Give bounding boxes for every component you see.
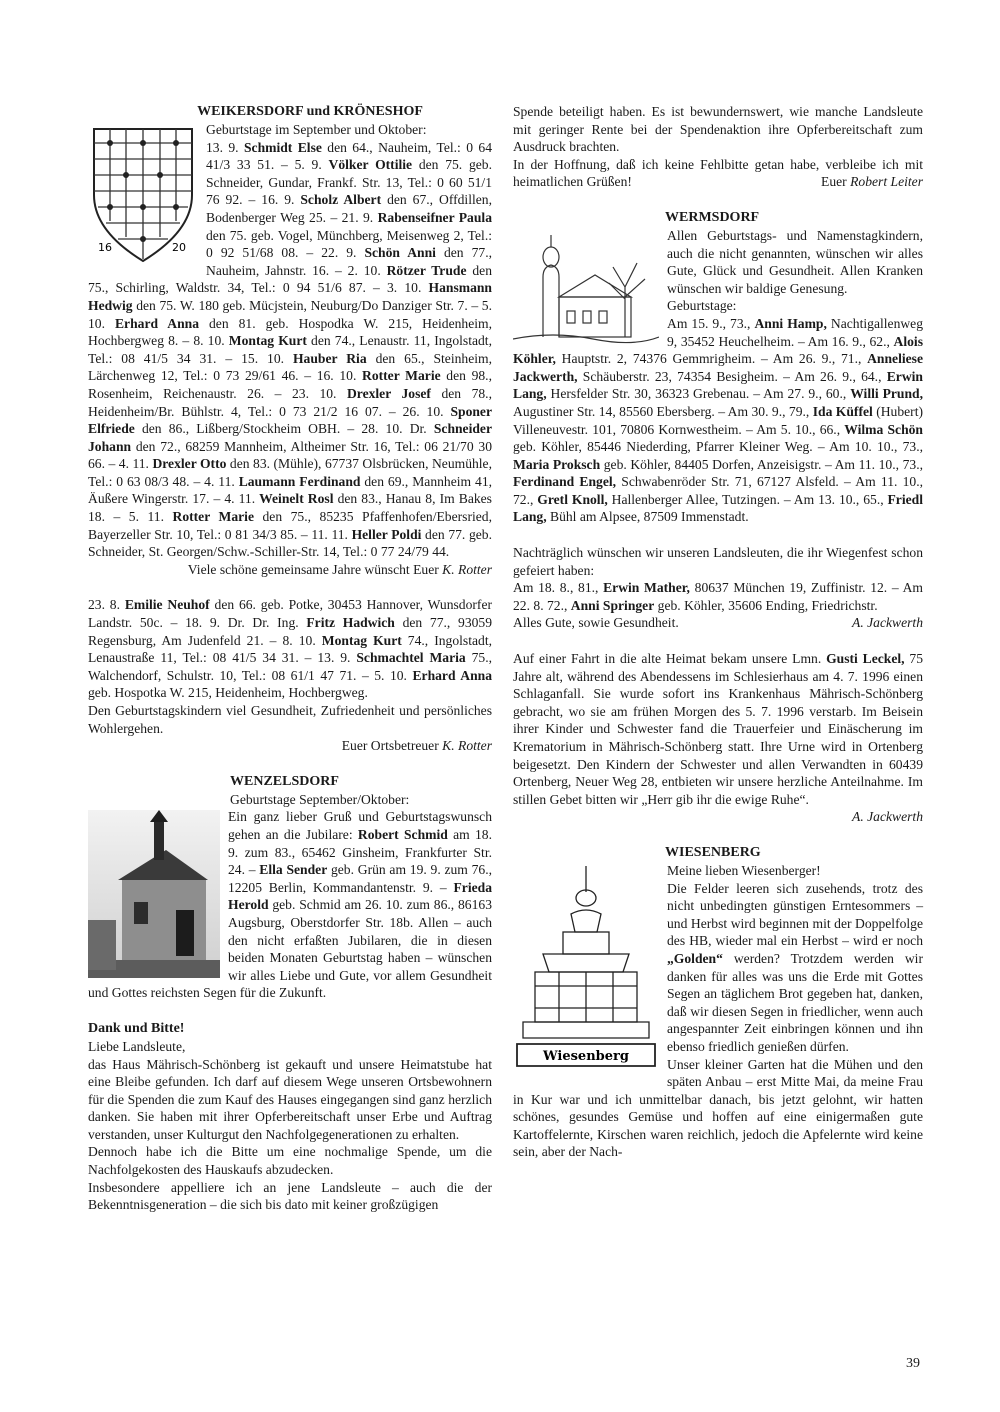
weikersdorf-closing-name: K. Rotter xyxy=(442,561,492,577)
section-wenzelsdorf-body xyxy=(88,808,492,1002)
section-wiesenberg xyxy=(513,844,923,1161)
wenzelsdorf-intro: Geburtstage September/Oktober: xyxy=(230,791,410,807)
section-weikersdorf xyxy=(88,103,492,578)
wenzelsdorf-title: WENZELSDORF xyxy=(230,773,339,789)
dank-paragraph-4: In der Hoffnung, daß ich keine Fehlbitte getan habe, verbleibe ich mit heimatlichen Grüßen! Euer Robert Leiter xyxy=(513,156,923,190)
weikersdorf2-wish: Den Geburtstagskindern viel Gesundheit, Zufriedenheit und persönliches Wohlergehen. xyxy=(88,703,492,736)
nachtraeglich-intro: Nachträglich wünschen wir unseren Landsleuten, die ihr Wiegenfest schon gefeiert haben: xyxy=(513,545,923,578)
wermsdorf-birthdays: Am 15. 9., 73., Anni Hamp, Nachtigallenweg 9, 35452 Heuchelheim. – Am 16. 9., 62., Alois Köhler, Hauptstr. 2, 74376 Gemmrigheim. – Am 26. 9., 71., Anneliese Jackwerth, Schäuberstr. 23, 74354 Besigheim. – Am 26. 9., 64., Erwin Lang, Hersfelder Str. 30, 36323 Grebenau. – Am 27. 9., 60., Willi Prund, Augustiner Str. 14, 85560 Ebersberg. – Am 30. 9., 79., Ida Küffel (Hubert) Villeneuvestr. 101, 70806 Kornwestheim. – Am 5. 10., 66., Wilma Schön geb. Köhler, 85446 Niederding, Pfarrer Kleiner Weg. – Am 10. 10., 73., Maria Proksch geb. Köhler, 84405 Dorfen, Anzeisigstr. – Am 11. 10., 73., Ferdinand Engel, Schwabenröder Str. 71, 67127 Alsfeld. – Am 11. 10., 72., Gretl Knoll, Hallenberger Allee, Tutzingen. – Am 13. 10., 65., Friedl Lang, Bühl am Alpsee, 87509 Immenstadt. xyxy=(513,315,924,525)
section-dank-cont xyxy=(513,103,923,191)
section-weikersdorf-2 xyxy=(88,596,492,754)
wermsdorf-sketch xyxy=(513,227,659,345)
gusti-obituary: Auf einer Fahrt in die alte Heimat bekam unsere Lmn. Gusti Leckel, 75 Jahre alt, während des Abendessens im Schlesierhaus am 4. 7. 1996 einen Schlaganfall. Sie wurde sofort ins Krankenhaus Mährisch-Schönberg gebracht, wo sie am frühen Morgen des 5. 7. 1996 verstarb. Im Beisein ihrer Kinder und Schwester fand die Trauerfeier und Einäscherung im Krematorium in Mährisch-Schönberg statt. Ihre Urne wird in Ortenberg beigesetzt. Den Kindern der Schwester und allen Verwandten in 60439 Ortenberg, Neuer Weg 28, entbieten wir unsere herzliche Anteilnahme. Im stillen Gebet bitten wir „Herr gib ihr die ewige Ruhe“. xyxy=(513,651,924,807)
weikersdorf-birthdays: 13. 9. Schmidt Else den 64., Nauheim, Tel.: 0 64 41/3 33 51. – 5. 9. Völker Ottilie den 75. geb. Schneider, Gundar, Frankf. Str. 13, Tel.: 0 60 51/1 76 92. – 16. 9. Scholz Albert den 67., Offdillen, Bodenberger Weg 25. – 21. 9. Rabenseifner Paula den 75. geb. Vogel, Münchberg, Meisenweg 2, Tel.: 0 92 51/68 08. – 22. 9. Schön Anni den 77., Nauheim, Jahnstr. 16. – 2. 10. Rötzer Trude den 75., Schirling, Waldstr. 34, Tel.: 0 94 51/6 87. – 3. 10. Hansmann Hedwig den 75. W. 180 geb. Mücjstein, Neuburg/Do Danziger Str. 7. – 5. 10. Erhard Anna den 81. geb. Hospodka W. 215, Heidenheim, Hochbergweg 8. – 8. 10. Montag Kurt den 74., Lenaustr. 11, Ingolstadt, Tel.: 08 41/5 34 31. – 15. 10. Hauber Ria den 65., Steinheim, Lärchenweg 12, Tel.: 0 73 29/61 46. – 16. 10. Rotter Marie den 98., Rosenheim, Reichenaustr. 26. – 23. 10. Drexler Josef den 78., Heidenheim/Br. Bühlstr. 4, Tel.: 0 73 21/2 16 07. – 26. 10. Sponer Elfriede den 86., Lißberg/Stockheim OBH. – 28. 10. Dr. Schneider Johann den 72., 68259 Mannheim, Altheimer Str. 16, Tel.: 06 21/70 30 66. – 4. 11. Drexler Otto den 83. (Mühle), 67737 Olsbrücken, Neumühle, Tel.: 0 63 08/3 48. – 4. 11. Laumann Ferdinand den 69., Mannheim 41, Äußere Wingerstr. 17. – 4. 11. Weinelt Rosl den 83., Hanau 8, Im Bakes 18. – 5. 11. Rotter Marie den 75., 85235 Pfaffenhofen/Ebersried, Bayerzeller Str. 10, Tel.: 0 81 34/3 85. – 11. 11. Heller Poldi den 77. geb. Schneider, St. Georgen/Schw.-Schiller-Str. 14, Tel.: 0 77 24/79 44. xyxy=(88,139,493,560)
dank-paragraph-1: das Haus Mährisch-Schönberg ist gekauft und unsere Heimatstube hat eine Bleibe gefunden. Ich darf auf diesem Wege unseren Ortsbewohnern für die Spenden die zum Kauf des Hauses eingegangen sind ganz herzlich danken. Sie haben mit ihrer Opferbereitschaft unser Erbe und Auftrag verstanden, unser Kulturgut den Nachfolgegenerationen zu erhalten. xyxy=(88,1056,492,1142)
wiesenberg-emblem xyxy=(513,862,659,1074)
crest-year-left: 16 xyxy=(98,241,112,254)
section-gusti xyxy=(513,650,923,826)
dank-paragraph-3-start: Insbesondere appelliere ich an jene Landsleute – auch die der Bekenntnisgeneration – die sich bis dato mit keiner großzügigen xyxy=(88,1179,492,1213)
dank-title: Dank und Bitte! xyxy=(88,1020,185,1036)
nachtraeglich-list: Am 18. 8., 81., Erwin Mather, 80637 München 19, Zuffinistr. 12. – Am 22. 8. 72., Anni Springer geb. Köhler, 35606 Ending, Friedrichstr. xyxy=(513,580,923,613)
crest-year-right: 20 xyxy=(172,241,186,254)
wiesenberg-paragraph-1: Die Felder leeren sich zusehends, trotz des nicht unbedingten günstigen Erntesommers – und Herbst wird beginnen mit der Doppelfolge des HB, wieder mal ein Herbst – wird er noch „Golden“ werden? Trotzdem werden wir danken für alles was uns die Erde mit Gottes Segen an täglichem Brot gegeben hat, danken, daß wir diesen Segen in friedlicher, wenn auch angespannter Zeit einbringen können und ihn ebenso friedlich genießen dürfen. xyxy=(667,880,923,1054)
dank-paragraph-2: Dennoch habe ich die Bitte um eine nochmalige Spende, um die Nachfolgekosten des Hauskaufs abzudecken. xyxy=(88,1144,492,1178)
wiesenberg-title: WIESENBERG xyxy=(665,844,761,860)
wiesenberg-emblem-label: Wiesenberg xyxy=(543,1048,629,1064)
right-column xyxy=(513,103,923,1161)
section-wenzelsdorf xyxy=(88,773,492,809)
wermsdorf-intro: Geburtstage: xyxy=(667,298,737,314)
wermsdorf-wishes: Allen Geburtstags- und Namenstagkindern, auch die nicht genannten, wünschen wir alles Gute, Glück und Gesundheit. Allen Kranken wünschen wir baldige Genesung. xyxy=(667,227,923,296)
dank-paragraph-3-end: Spende beteiligt haben. Es ist bewundernswert, wie manche Landsleute mit geringer Rente bei der Spendenaktion ihre Opferbereitschaft zum Ausdruck brachten. xyxy=(513,104,923,155)
gusti-signature: A. Jackwerth xyxy=(852,809,923,825)
wenzelsdorf-body: Ein ganz lieber Gruß und Geburtstagswunsch gehen an die Jubilare: Robert Schmid am 18. 9. zum 83., 65462 Ginsheim, Frankfurter Str. 24. – Ella Sender geb. Grün am 19. 9. zum 76., 12205 Berlin, Kommandantenstr. 9. – Frieda Herold geb. Schmid am 26. 10. zum 86., 86163 Augsburg, Oberstdorfer Str. 18b. Allen – auch den nicht erfaßten Jubilaren, die in diesen beiden Monaten Geburtstag haben – wünschen wir alles Liebe und Gute, vor allem Gesundheit und Gottes reichsten Segen für die Zukunft. xyxy=(88,809,492,1001)
section-wermsdorf xyxy=(513,209,923,526)
wiesenberg-salutation: Meine lieben Wiesenberger! xyxy=(667,862,821,878)
nachtraeglich-signature: A. Jackwerth xyxy=(852,615,923,631)
section-dank xyxy=(88,1020,492,1214)
church-sketch-icon xyxy=(513,227,659,345)
weikersdorf-title: WEIKERSDORF und KRÖNESHOF xyxy=(197,104,423,119)
crest-shield-icon xyxy=(88,121,198,271)
wenzelsdorf-photo xyxy=(88,810,220,978)
weikersdorf-closing: Viele schöne gemeinsame Jahre wünscht Euer K. Rotter xyxy=(187,561,492,577)
dank-signature: Euer Robert Leiter xyxy=(821,174,923,190)
weikersdorf-crest xyxy=(88,121,198,271)
chapel-photo-icon xyxy=(88,810,220,978)
nachtraeglich-closing: Alles Gute, sowie Gesundheit. A. Jackwerth xyxy=(513,615,923,631)
dank-salutation: Liebe Landsleute, xyxy=(88,1038,186,1054)
wermsdorf-title: WERMSDORF xyxy=(665,209,760,225)
section-nachtraeglich xyxy=(513,544,923,632)
weikersdorf-intro: Geburtstage im September und Oktober: xyxy=(206,122,427,137)
fountain-emblem-icon xyxy=(513,862,659,1074)
weikersdorf2-signature: Euer Ortsbetreuer K. Rotter xyxy=(341,738,492,754)
wiesenberg-paragraph-2: Unser kleiner Garten hat die Mühen und den späten Anbau – erst Mitte Mai, da meine Frau in Kur war und ich unmittelbar danach, bis jetzt gelohnt, wir hatten schönes, gesundes Gemüse und hoffen auf eine einigermaßen gute Kartoffelernte, Kirschen waren reichlich, jedoch die Apfelernte wird keine sein, aber der Nach- xyxy=(513,1056,923,1160)
left-column xyxy=(88,103,492,1214)
weikersdorf2-birthdays: 23. 8. Emilie Neuhof den 66. geb. Potke, 30453 Hannover, Wunsdorfer Landstr. 50c. – 18. 9. Dr. Dr. Ing. Fritz Hadwich den 77., 93059 Regensburg, Am Judenfeld 21. – 8. 10. Montag Kurt 74., Ingolstadt, Lenaustraße 11, Tel.: 08 41/5 34 31. – 13. 9. Schmachtel Maria 75., Walchendorf, Schulstr. 10, Tel.: 08 61/1 47 71. – 5. 10. Erhard Anna geb. Hospotka W. 215, Heidenheim, Hochbergweg. xyxy=(88,597,493,701)
page-number: 39 xyxy=(906,1356,920,1371)
